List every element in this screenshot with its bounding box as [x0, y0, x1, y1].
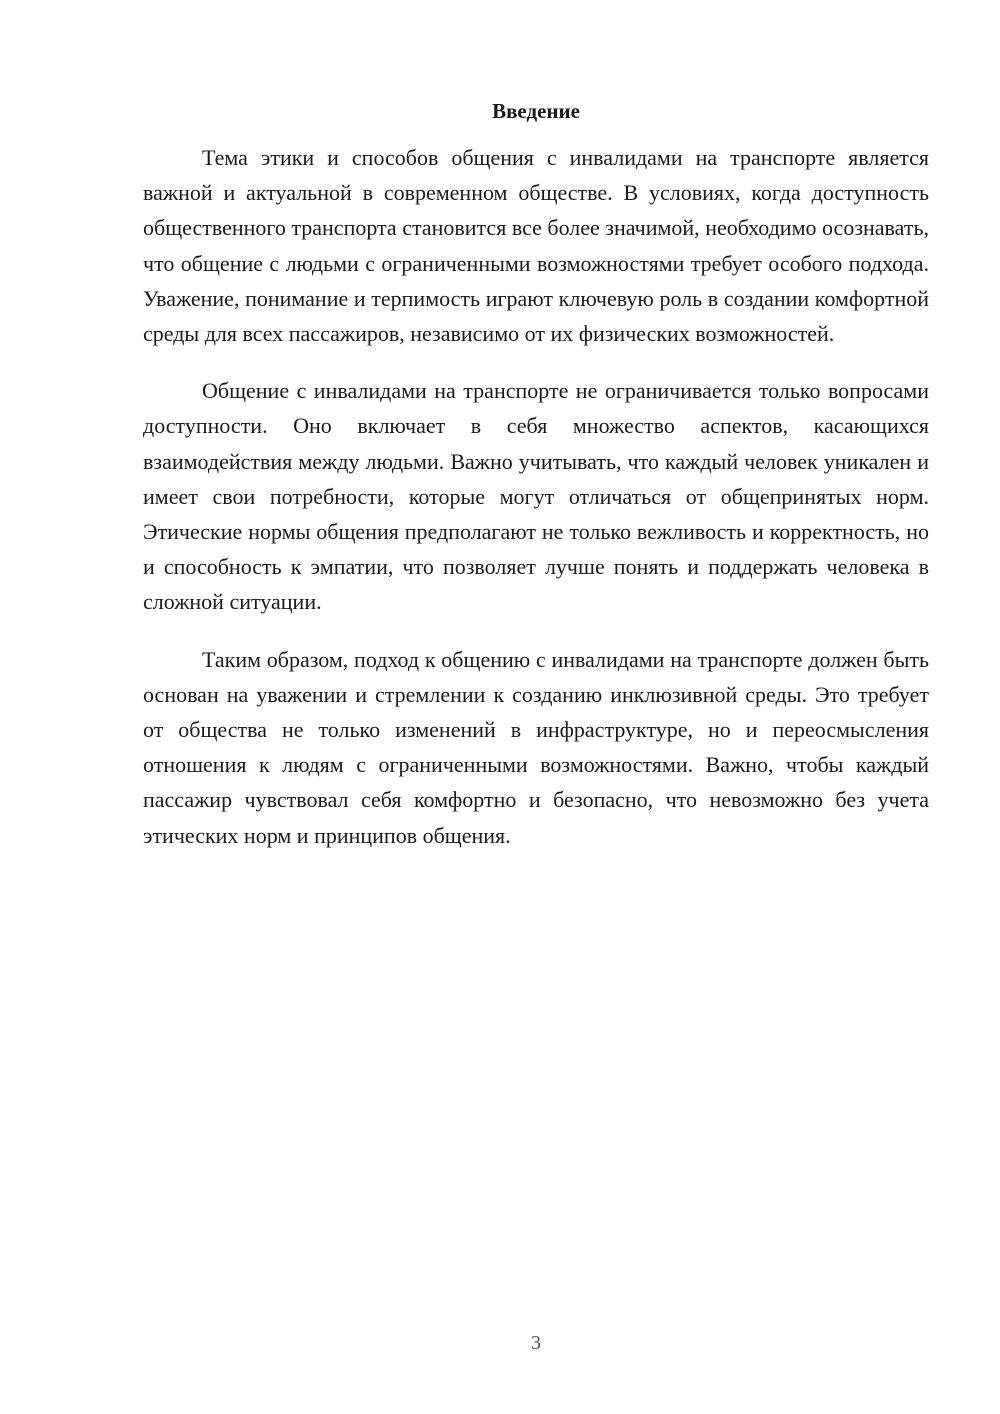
document-page — [143, 96, 929, 875]
page-number: 3 — [531, 1332, 541, 1354]
section-title: Введение — [492, 99, 580, 123]
paragraph-1: Тема этики и способов общения с инвалидами на транспорте является важной и актуальной в современном обществе. В условиях, когда доступность общественного транспорта становится все более значимой, необходимо осознавать, что общение с людьми с ограниченными возможностями требует особого подхода. Уважение, понимание и терпимость играют ключевую роль в создании комфортной среды для всех пассажиров, независимо от их физических возможностей. — [143, 145, 929, 347]
paragraph-2: Общение с инвалидами на транспорте не ограничивается только вопросами доступности. Оно включает в себя множество аспектов, касающихся взаимодействия между людьми. Важно учитывать, что каждый человек уникален и имеет свои потребности, которые могут отличаться от общепринятых норм. Этические нормы общения предполагают не только вежливость и корректность, но и способность к эмпатии, что позволяет лучше понять и поддержать человека в сложной ситуации. — [143, 378, 929, 615]
paragraph-3: Таким образом, подход к общению с инвалидами на транспорте должен быть основан на уважении и стремлении к созданию инклюзивной среды. Это требует от общества не только изменений в инфраструктуре, но и переосмысления отношения к людям с ограниченными возможностями. Важно, чтобы каждый пассажир чувствовал себя комфортно и безопасно, что невозможно без учета этических норм и принципов общения. — [143, 646, 929, 848]
